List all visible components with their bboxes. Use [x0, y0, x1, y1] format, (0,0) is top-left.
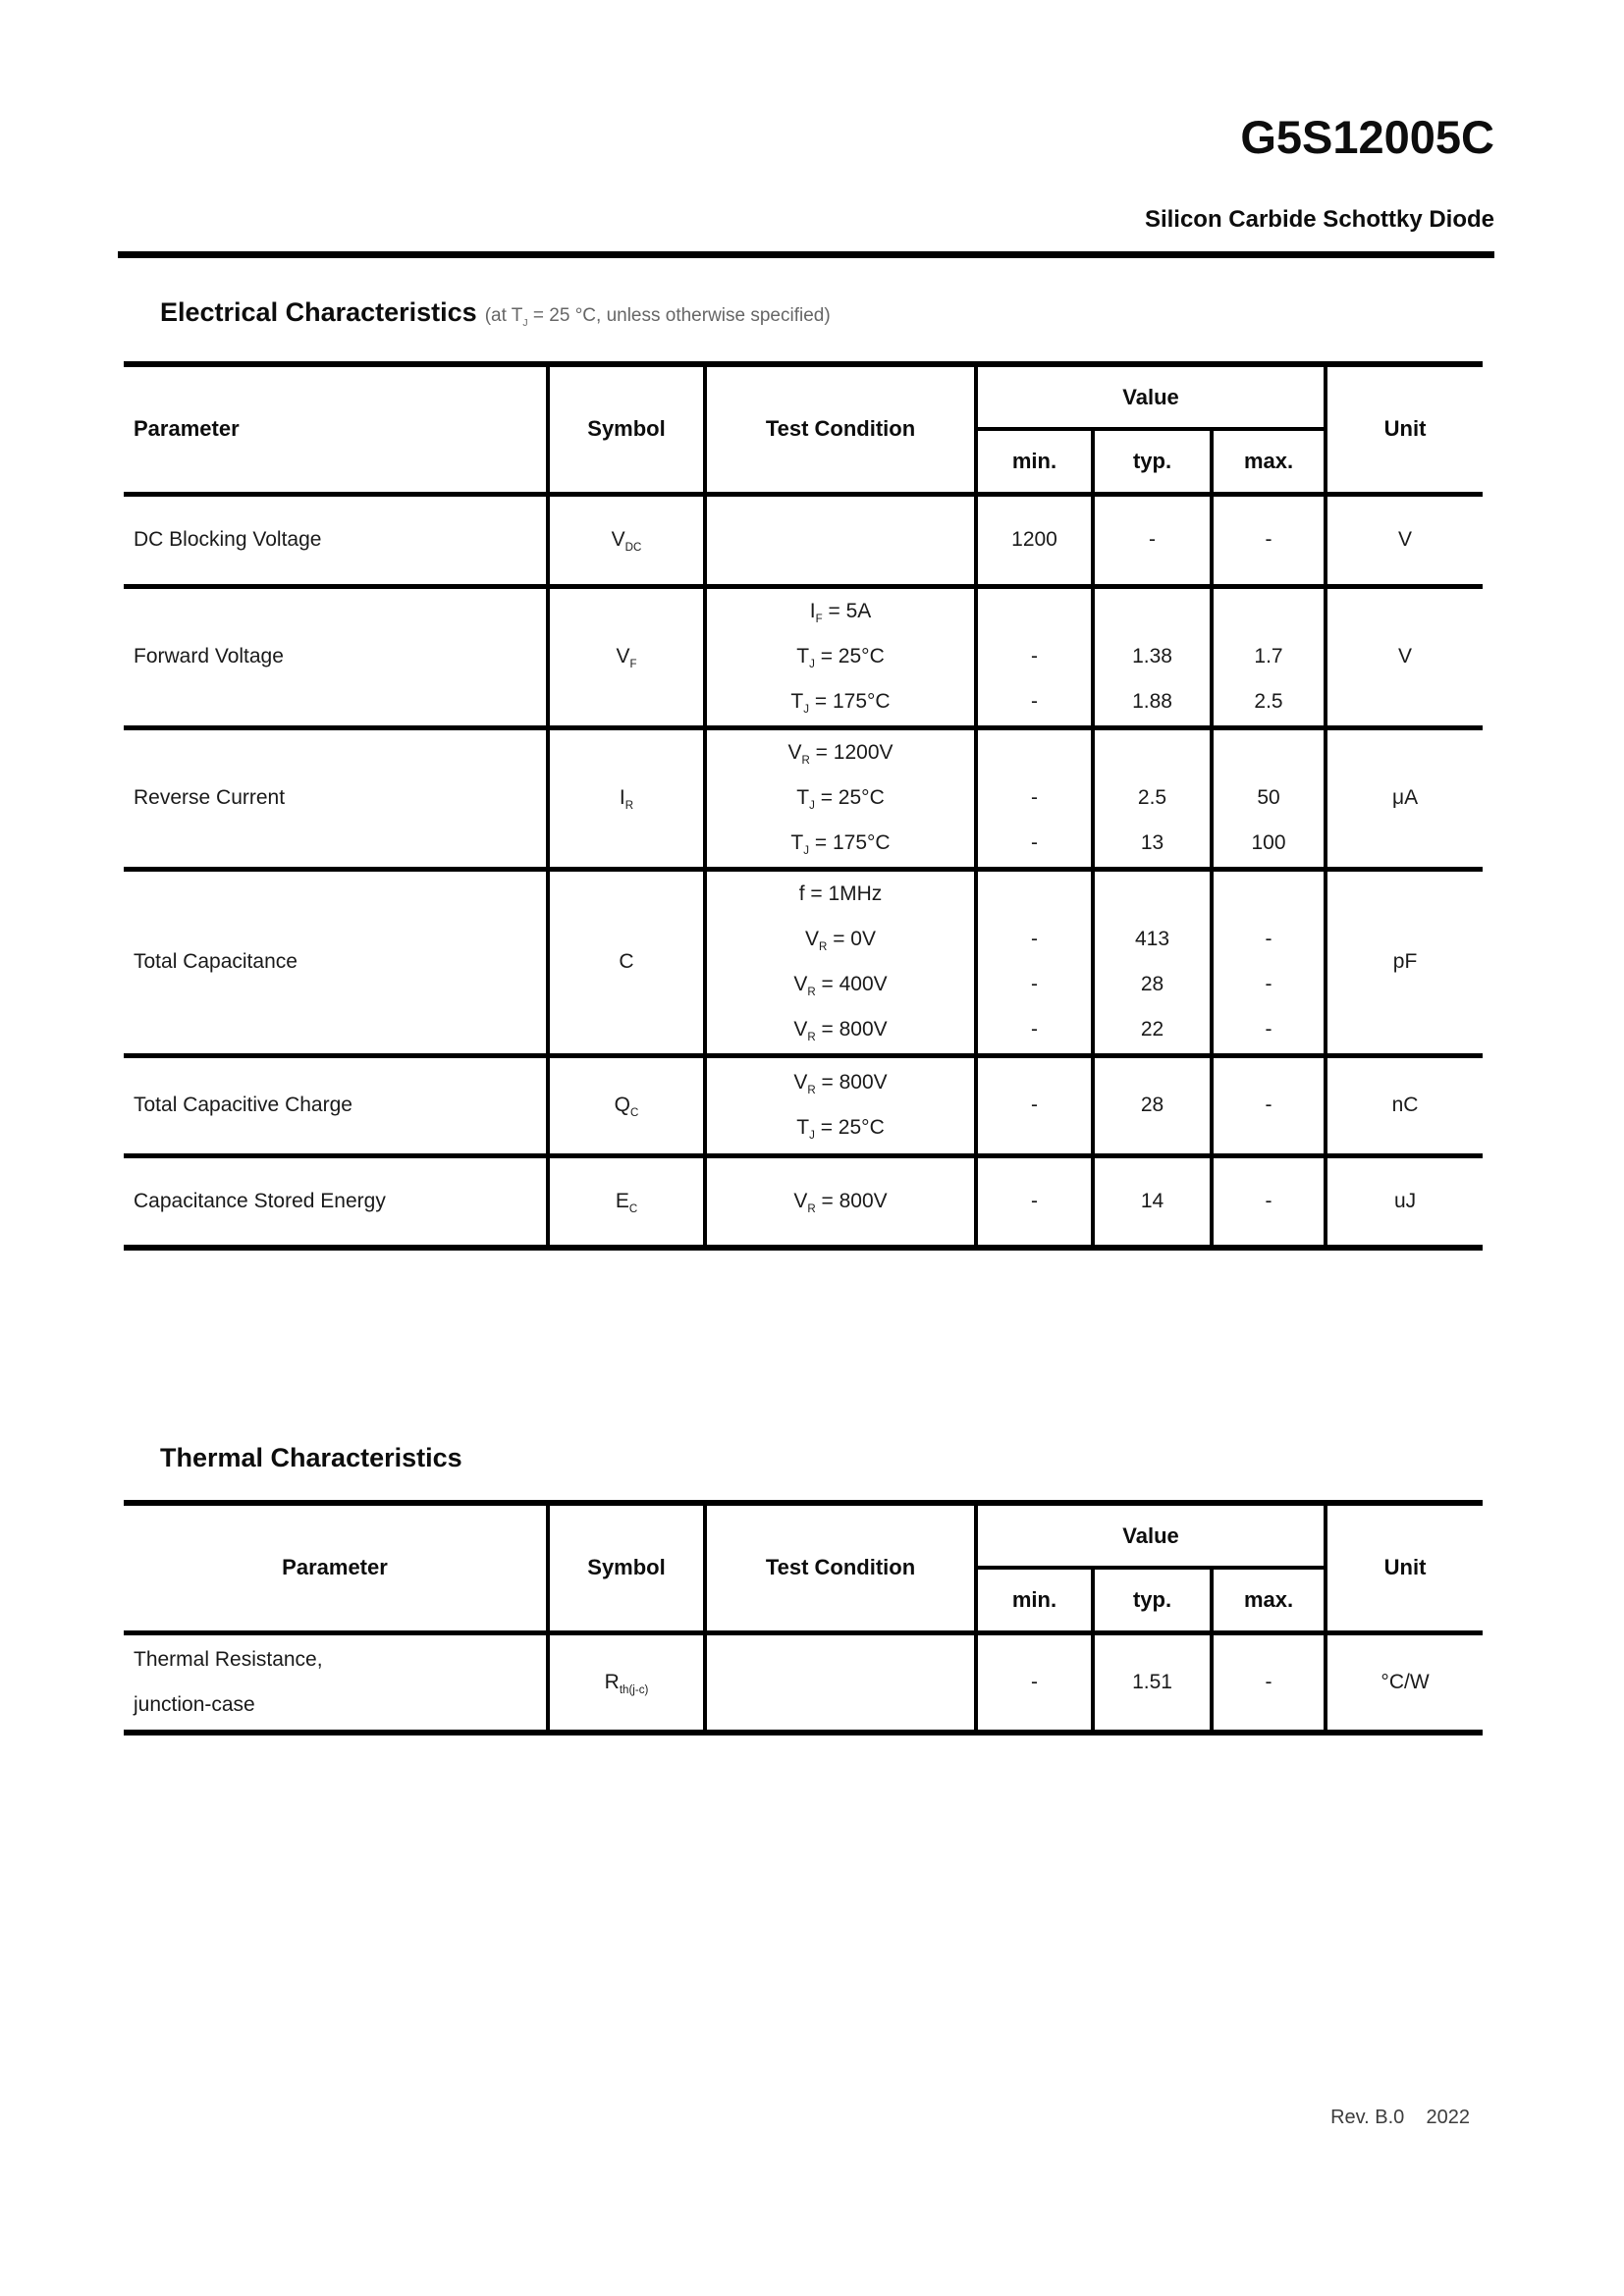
section-heading-thermal-label: Thermal Characteristics — [160, 1443, 462, 1472]
typ-cell: - — [1093, 494, 1212, 586]
unit-cell: °C/W — [1326, 1632, 1483, 1733]
product-subtitle: Silicon Carbide Schottky Diode — [1144, 206, 1494, 233]
header-rule — [118, 251, 1494, 258]
table-header — [124, 1503, 1483, 1632]
symbol-cell: $I_R$ — [548, 727, 705, 869]
col-header-min: min. — [976, 1568, 1093, 1632]
max-cell: - — [1212, 494, 1326, 586]
symbol-cell: $E_C$ — [548, 1155, 705, 1248]
typ-cell: 413 28 22 — [1093, 869, 1212, 1055]
max-cell: - - - — [1212, 869, 1326, 1055]
header-row-main — [124, 1503, 1483, 1568]
section-heading-electrical-note: (at $T_J = 25$ °C, unless otherwise specified) — [484, 305, 831, 329]
typ-cell: 14 — [1093, 1155, 1212, 1248]
col-header-value: Value — [976, 364, 1326, 429]
min-cell: - - - — [976, 869, 1093, 1055]
parameter-cell: DC Blocking Voltage — [124, 494, 548, 586]
table-body — [124, 494, 1483, 1248]
col-header-parameter: Parameter — [124, 1503, 548, 1632]
min-cell: - — [976, 1632, 1093, 1733]
table-header — [124, 364, 1483, 494]
symbol-cell: $Q_C$ — [548, 1055, 705, 1155]
symbol-cell: $V_{DC}$ — [548, 494, 705, 586]
unit-cell: V — [1326, 586, 1483, 727]
col-header-symbol: Symbol — [548, 364, 705, 494]
col-header-max: max. — [1212, 429, 1326, 494]
header-row-main — [124, 364, 1483, 429]
typ-cell: 2.5 13 — [1093, 727, 1212, 869]
col-header-typ: typ. — [1093, 429, 1212, 494]
section-heading-electrical — [160, 297, 831, 328]
col-header-typ: typ. — [1093, 1568, 1212, 1632]
parameter-cell: Forward Voltage — [124, 586, 548, 727]
table-row — [124, 1055, 1483, 1155]
col-header-min: min. — [976, 429, 1093, 494]
max-cell: - — [1212, 1055, 1326, 1155]
parameter-cell: Reverse Current — [124, 727, 548, 869]
thermal-characteristics-table — [124, 1500, 1483, 1735]
col-header-parameter: Parameter — [124, 364, 548, 494]
condition-cell — [705, 1632, 976, 1733]
condition-cell: $I_F = 5A$ $T_J = 25^\circ C$ $T_J = 175^\circ C$ — [705, 586, 976, 727]
table-body — [124, 1632, 1483, 1733]
condition-cell: f = 1MHz $V_R = 0V$ $V_R = 400V$ $V_R = 800V$ — [705, 869, 976, 1055]
max-cell: - — [1212, 1155, 1326, 1248]
col-header-value: Value — [976, 1503, 1326, 1568]
parameter-cell: Capacitance Stored Energy — [124, 1155, 548, 1248]
parameter-cell: Total Capacitive Charge — [124, 1055, 548, 1155]
table-row — [124, 869, 1483, 1055]
col-header-symbol: Symbol — [548, 1503, 705, 1632]
typ-cell: 1.51 — [1093, 1632, 1212, 1733]
min-cell: - - — [976, 727, 1093, 869]
col-header-unit: Unit — [1326, 364, 1483, 494]
parameter-cell: Total Capacitance — [124, 869, 548, 1055]
symbol-cell: $V_F$ — [548, 586, 705, 727]
symbol-cell: $R_{th(j-c)}$ — [548, 1632, 705, 1733]
table-row — [124, 1632, 1483, 1733]
min-cell: - - — [976, 586, 1093, 727]
min-cell: 1200 — [976, 494, 1093, 586]
unit-cell: nC — [1326, 1055, 1483, 1155]
typ-cell: 1.38 1.88 — [1093, 586, 1212, 727]
footer-revision: Rev. B.0 2022 — [1330, 2107, 1470, 2128]
unit-cell: V — [1326, 494, 1483, 586]
unit-cell: pF — [1326, 869, 1483, 1055]
parameter-cell: Thermal Resistance, junction-case — [124, 1632, 548, 1733]
typ-cell: 28 — [1093, 1055, 1212, 1155]
condition-cell: $V_R = 800V$ — [705, 1155, 976, 1248]
condition-cell: $V_R = 800V$ $T_J = 25^\circ C$ — [705, 1055, 976, 1155]
table-row — [124, 1155, 1483, 1248]
unit-cell: uJ — [1326, 1155, 1483, 1248]
table-row — [124, 494, 1483, 586]
condition-cell — [705, 494, 976, 586]
max-cell: - — [1212, 1632, 1326, 1733]
electrical-characteristics-table — [124, 361, 1483, 1251]
unit-cell: μA — [1326, 727, 1483, 869]
col-header-test-condition: Test Condition — [705, 1503, 976, 1632]
condition-cell: $V_R = 1200V$ $T_J = 25^\circ C$ $T_J = 175^\circ C$ — [705, 727, 976, 869]
max-cell: 1.7 2.5 — [1212, 586, 1326, 727]
col-header-max: max. — [1212, 1568, 1326, 1632]
table-row — [124, 586, 1483, 727]
section-heading-thermal — [160, 1443, 470, 1473]
table-row — [124, 727, 1483, 869]
min-cell: - — [976, 1155, 1093, 1248]
col-header-unit: Unit — [1326, 1503, 1483, 1632]
product-title: G5S12005C — [1240, 111, 1494, 163]
min-cell: - — [976, 1055, 1093, 1155]
symbol-cell: C — [548, 869, 705, 1055]
max-cell: 50 100 — [1212, 727, 1326, 869]
col-header-test-condition: Test Condition — [705, 364, 976, 494]
section-heading-electrical-label: Electrical Characteristics — [160, 297, 477, 327]
